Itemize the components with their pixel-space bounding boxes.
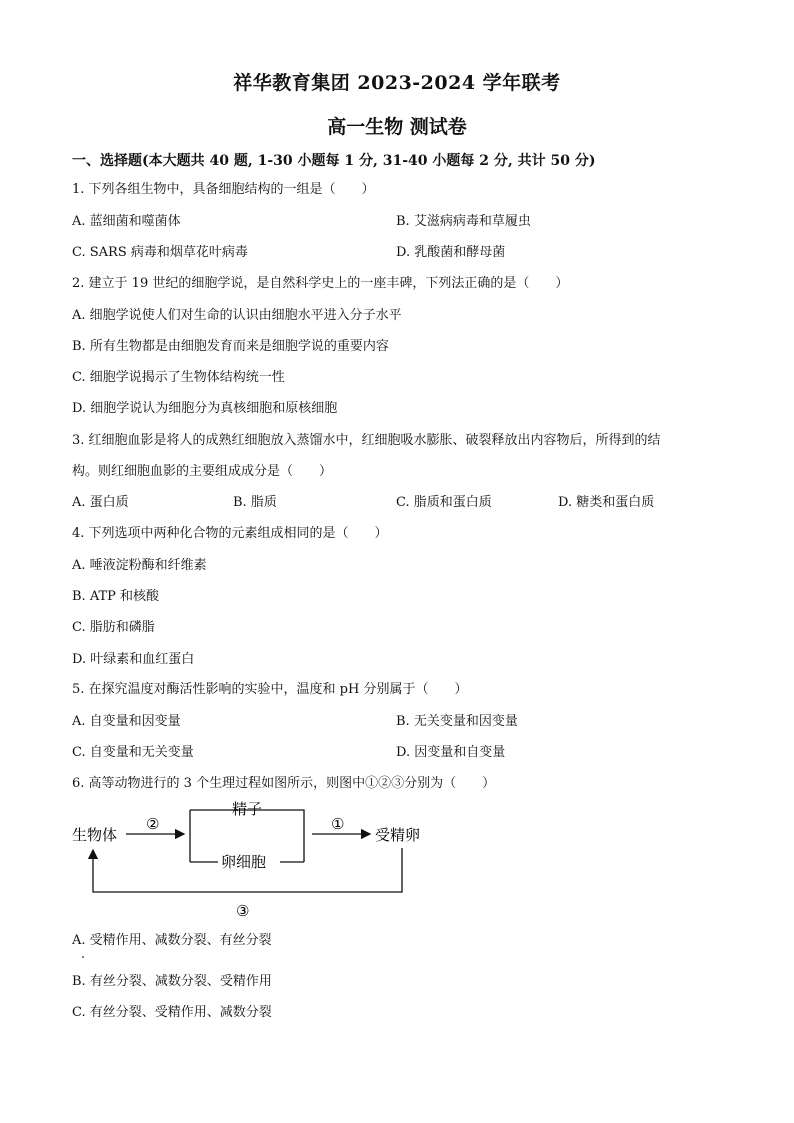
question-1-option-b: B. 艾滋病病毒和草履虫	[396, 214, 531, 229]
question-6-option-c: C. 有丝分裂、受精作用、减数分裂	[72, 1005, 272, 1020]
question-1-option-d: D. 乳酸菌和酵母菌	[396, 245, 506, 260]
question-3-option-b: B. 脂质	[233, 495, 277, 510]
page-title: 祥华教育集团 2023-2024 学年联考	[233, 72, 561, 94]
question-2-option-c: C. 细胞学说揭示了生物体结构统一性	[72, 370, 285, 385]
question-5-option-c: C. 自变量和无关变量	[72, 745, 194, 760]
zygote-label: 受精卵	[375, 826, 421, 844]
question-2-stem: 2. 建立于 19 世纪的细胞学说，是自然科学史上的一座丰碑，下列法正确的是（ ）	[72, 276, 569, 291]
question-5-option-d: D. 因变量和自变量	[396, 745, 506, 760]
question-1-option-a: A. 蓝细菌和噬菌体	[72, 214, 181, 229]
question-5-option-a: A. 自变量和因变量	[72, 714, 181, 729]
question-5-stem: 5. 在探究温度对酶活性影响的实验中，温度和 pH 分别属于（ ）	[72, 682, 468, 697]
question-4-stem: 4. 下列选项中两种化合物的元素组成相同的是（ ）	[72, 526, 388, 541]
question-1-option-c: C. SARS 病毒和烟草花叶病毒	[72, 245, 248, 260]
mark-1-label: ①	[331, 815, 345, 833]
question-6-stem: 6. 高等动物进行的 3 个生理过程如图所示，则图中①②③分别为（ ）	[72, 776, 496, 791]
page-subtitle: 高一生物 测试卷	[327, 116, 467, 138]
egg-label: 卵细胞	[221, 853, 267, 871]
question-4-option-a: A. 唾液淀粉酶和纤维素	[72, 558, 207, 573]
sperm-label: 精子	[232, 800, 263, 818]
question-6-option-b: B. 有丝分裂、减数分裂、受精作用	[72, 974, 272, 989]
question-5-option-b: B. 无关变量和因变量	[396, 714, 518, 729]
question-3-stem-line2: 构。则红细胞血影的主要组成成分是（ ）	[72, 464, 333, 479]
question-2-option-d: D. 细胞学说认为细胞分为真核细胞和原核细胞	[72, 401, 338, 416]
question-1-stem: 1. 下列各组生物中，具备细胞结构的一组是（ ）	[72, 182, 375, 197]
mark-2-label: ②	[146, 815, 160, 833]
question-4-option-c: C. 脂肪和磷脂	[72, 620, 155, 635]
reproduction-process-diagram	[66, 796, 446, 926]
question-6-option-a: A. 受精作用、减数分裂、有丝分裂	[72, 933, 272, 948]
stray-dot	[82, 956, 84, 958]
question-3-option-d: D. 糖类和蛋白质	[558, 495, 655, 510]
organism-label: 生物体	[72, 826, 118, 844]
question-2-option-b: B. 所有生物都是由细胞发育而来是细胞学说的重要内容	[72, 339, 389, 354]
question-2-option-a: A. 细胞学说使人们对生命的认识由细胞水平进入分子水平	[72, 308, 402, 323]
question-3-option-a: A. 蛋白质	[72, 495, 129, 510]
question-3-option-c: C. 脂质和蛋白质	[396, 495, 492, 510]
question-4-option-b: B. ATP 和核酸	[72, 589, 160, 604]
question-4-option-d: D. 叶绿素和血红蛋白	[72, 652, 195, 667]
question-3-stem-line1: 3. 红细胞血影是将人的成熟红细胞放入蒸馏水中，红细胞吸水膨胀、破裂释放出内容物后，所得到的结	[72, 433, 661, 448]
mark-3-label: ③	[236, 902, 250, 920]
section-heading: 一、选择题(本大题共 40 题, 1-30 小题每 1 分, 31-40 小题每 2 分, 共计 50 分)	[72, 153, 596, 169]
